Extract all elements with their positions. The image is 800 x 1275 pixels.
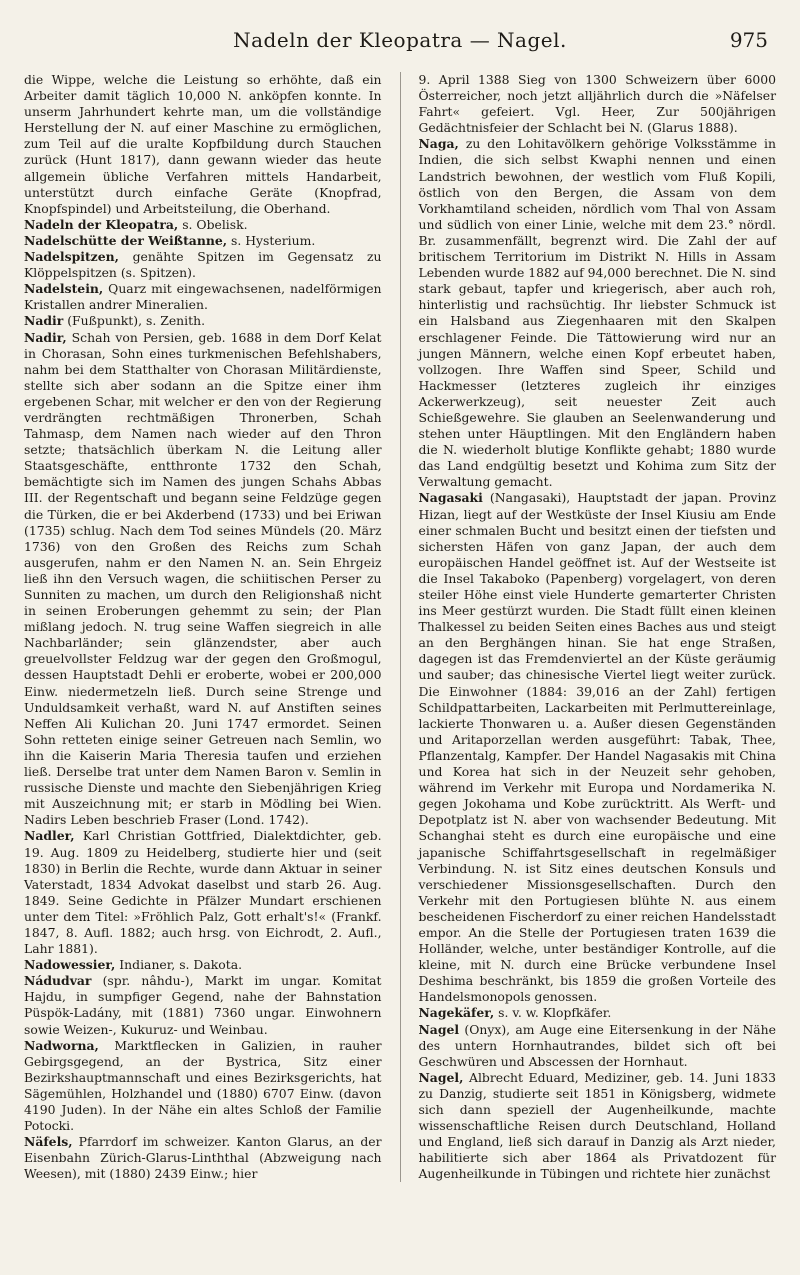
dictionary-entry [418, 72, 776, 136]
entry-headword: Nadir [24, 313, 64, 329]
dictionary-entry [24, 828, 382, 957]
dictionary-entry [24, 281, 382, 313]
entry-headword: Nadelschütte der Weißtanne, [24, 232, 228, 248]
entry-text: s. v. w. Klopfkäfer. [498, 1005, 612, 1021]
dictionary-entry [418, 136, 776, 490]
entry-text: Quarz mit eingewachsenen, nadelförmigen Kristallen andrer Mineralien. [24, 281, 382, 313]
entry-headword: Nagasaki [418, 490, 483, 506]
entry-text: Indianer, s. Dakota. [119, 957, 243, 973]
dictionary-entry [24, 217, 382, 233]
dictionary-entry [24, 249, 382, 281]
entry-text: 9. April 1388 Sieg von 1300 Schweizern über 6000 Österreicher, noch jetzt alljährlich durch die »Näfelser Fahrt« gefeiert. Vgl. Heer, Zur 500jährigen Gedächtnisfeier der Schlacht bei N. (Glarus 1888). [418, 72, 776, 136]
entry-headword: Nadeln der Kleopatra, [24, 216, 179, 232]
dictionary-entry [24, 1038, 382, 1135]
entry-text: Karl Christian Gottfried, Dialektdichter, geb. 19. Aug. 1809 zu Heidelberg, studierte hier und (seit 1830) in Berlin die Rechte, wurde dann Aktuar in seiner Vaterstadt, 1834 Advokat daselbst und starb 26. Aug. 1849. Seine Gedichte in Pfälzer Mundart erschienen unter dem Titel: »Fröhlich Palz, Gott erhalt's!« (Frankf. 1847, 8. Aufl. 1882; auch hrsg. von Eichrodt, 2. Aufl., Lahr 1881). [24, 828, 382, 957]
page-header [24, 28, 776, 62]
running-title: Nadeln der Kleopatra — Nagel. [233, 28, 567, 52]
dictionary-entry [24, 973, 382, 1037]
entry-text: zu den Lohitavölkern gehörige Volksstämme in Indien, die sich selbst Kwaphi nennen und einen Landstrich bewohnen, der westlich vom Fluß Kopili, östlich von den Bergen, die Assam von dem Vorkhamtiland scheiden, nördlich vom Thal von Assam und südlich von einer Linie, welche mit dem 23.° nördl. Br. zusammenfällt, begrenzt wird. Die Zahl der auf britischem Territorium im Distrikt N. Hills in Assam Lebenden wurde 1882 auf 94,000 berechnet. Die N. sind stark gebaut, tapfer und kriegerisch, aber auch roh, hinterlistig und rachsüchtig. Ihr liebster Schmuck ist ein Halsband aus Ziegenhaaren mit den Skalpen erschlagener Feinde. Die Tättowierung wird nur an jungen Männern, welche einen Kopf erbeutet haben, vollzogen. Ihre Waffen sind Speer, Schild und Hackmesser (letzteres zugleich ihr einziges Ackerwerkzeug), seit neuester Zeit auch Schießgewehre. Sie glauben an Seelenwanderung und stehen unter Häuptlingen. Mit den Engländern haben die N. wiederholt blutige Konflikte gehabt; 1880 wurde das Land endgültig besetzt und Kohima zum Sitz der Verwaltung gemacht. [418, 136, 776, 490]
entry-headword: Nagel, [418, 1069, 464, 1085]
entry-text: (Fußpunkt), s. Zenith. [67, 313, 206, 329]
left-column [24, 72, 382, 1182]
dictionary-entry [24, 233, 382, 249]
entry-headword: Nadir, [24, 329, 67, 345]
column-divider [400, 72, 401, 1182]
entry-headword: Nadelstein, [24, 281, 104, 297]
entry-headword: Näfels, [24, 1134, 73, 1150]
entry-text: (Nangasaki), Hauptstadt der japan. Provinz Hizan, liegt auf der Westküste der Insel Kiusiu am Ende einer schmalen Bucht und besitzt einen der tiefsten und sichersten Häfen von ganz Japan, der auch dem europäischen Handel geöffnet ist. Auf der Westseite ist die Insel Takaboko (Papenberg) vorgelagert, von deren steiler Höhe einst viele Hunderte gemarterter Christen ins Meer gestürzt wurden. Die Stadt füllt einen kleinen Thalkessel zu beiden Seiten eines Baches aus und steigt an den Berghängen hinan. Sie hat enge Straßen, dagegen ist das Fremdenviertel an der Küste geräumig und sauber; das chinesische Viertel liegt weiter zurück. Die Einwohner (1884: 39,016 an der Zahl) fertigen Schildpattarbeiten, Lackarbeiten mit Perlmuttereinlage, lackierte Thonwaren u. a. Außer diesen Gegenständen und Aritaporzellan werden ausgeführt: Tabak, Thee, Pflanzentalg, Kampfer. Der Handel Nagasakis mit China und Korea hat sich in der Neuzeit sehr gehoben, während im Verkehr mit Europa und Nordamerika N. gegen Jokohama und Kobe zurücktritt. Als Werft- und Depotplatz ist N. aber von wachsender Bedeutung. Mit Schanghai steht es durch eine europäische und eine japanische Schiffahrtsgesellschaft in regelmäßiger Verbindung. N. ist Sitz eines deutschen Konsuls und verschiedener Missionsgesellschaften. Durch den Verkehr mit den Portugiesen blühte N. aus einem bescheidenen Fischerdorf zu einer reichen Handelsstadt empor. An die Stelle der Portugiesen traten 1639 die Holländer, welche, unter beständiger Kontrolle, auf die kleine, mit N. durch eine Brücke verbundene Insel Deshima beschränkt, bis 1859 die großen Vorteile des Handelsmonopols genossen. [418, 490, 776, 1005]
entry-headword: Nagel [418, 1021, 460, 1037]
dictionary-entry [24, 330, 382, 829]
dictionary-entry [24, 1134, 382, 1182]
entry-text: s. Obelisk. [182, 216, 248, 232]
dictionary-entry [418, 1022, 776, 1070]
entry-headword: Nagekäfer, [418, 1005, 495, 1021]
text-columns [24, 72, 776, 1182]
entry-text: (Onyx), am Auge eine Eitersenkung in der Nähe des untern Hornhautrandes, bildet sich oft bei Geschwüren und Abscessen der Hornhaut. [418, 1021, 776, 1069]
page-number: 975 [729, 28, 768, 52]
entry-headword: Nádudvar [24, 973, 92, 989]
entry-text: Albrecht Eduard, Mediziner, geb. 14. Juni 1833 zu Danzig, studierte seit 1851 in Königsberg, widmete sich dann speziell der Augenheilkunde, machte wissenschaftliche Reisen durch Deutschland, Holland und England, ließ sich darauf in Danzig als Arzt nieder, habilitierte sich aber 1864 als Privatdozent für Augenheilkunde in Tübingen und richtete hier zunächst [418, 1069, 776, 1182]
entry-headword: Nadworna, [24, 1037, 99, 1053]
entry-headword: Nadelspitzen, [24, 249, 119, 265]
entry-text: (spr. nâhdu-), Markt im ungar. Komitat Hajdu, in sumpfiger Gegend, nahe der Bahnstation Püspök-Ladány, mit (1881) 7360 ungar. Einwohnern sowie Weizen-, Kukuruz- und Weinbau. [24, 973, 382, 1037]
dictionary-entry [418, 1070, 776, 1183]
dictionary-entry [24, 72, 382, 217]
entry-text: Marktflecken in Galizien, in rauher Gebirgsgegend, an der Bystrica, Sitz einer Bezirkshauptmannschaft und eines Bezirksgerichts, hat Sägemühlen, Holzhandel und (1880) 6707 Einw. (davon 4190 Juden). In der Nähe ein altes Schloß der Familie Potocki. [24, 1037, 382, 1134]
entry-headword: Nadowessier, [24, 957, 116, 973]
dictionary-entry [418, 490, 776, 1005]
entry-text: Pfarrdorf im schweizer. Kanton Glarus, an der Eisenbahn Zürich-Glarus-Linththal (Abzweigung nach Weesen), mit (1880) 2439 Einw.; hier [24, 1134, 382, 1182]
right-column [418, 72, 776, 1182]
dictionary-entry [418, 1005, 776, 1021]
entry-headword: Naga, [418, 136, 459, 152]
entry-headword: Nadler, [24, 828, 75, 844]
entry-text: genähte Spitzen im Gegensatz zu Klöppelspitzen (s. Spitzen). [24, 249, 382, 281]
entry-text: die Wippe, welche die Leistung so erhöhte, daß ein Arbeiter damit täglich 10,000 N. anköpfen konnte. In unserm Jahrhundert kehrte man, um die vollständige Herstellung der N. auf einer Maschine zu ermöglichen, zum Teil auf die uralte Kopfbildung durch Stauchen zurück (Hunt 1817), dann gewann wieder das heute allgemein übliche Verfahren mittels Handarbeit, unterstützt durch einfache Geräte (Knopfrad, Knopfspindel) und Arbeitsteilung, die Oberhand. [24, 72, 382, 216]
dictionary-entry [24, 957, 382, 973]
entry-text: s. Hysterium. [231, 232, 316, 248]
dictionary-entry [24, 313, 382, 329]
entry-text: Schah von Persien, geb. 1688 in dem Dorf Kelat in Chorasan, Sohn eines turkmenischen Befehlshabers, nahm bei dem Statthalter von Chorasan Militärdienste, stellte sich aber sodann an die Spitze einer ihm ergebenen Schar, mit welcher er den von der Regierung verdrängten rechtmäßigen Thronerben, Schah Tahmasp, dem Namen nach wieder auf den Thron setzte; thatsächlich überkam N. die Leitung aller Staatsgeschäfte, entthronte 1732 den Schah, bemächtigte sich im Namen des jungen Schahs Abbas III. der Regentschaft und begann seine Feldzüge gegen die Türken, die er bei Akderbend (1733) und bei Eriwan (1735) schlug. Nach dem Tod seines Mündels (20. März 1736) von den Großen des Reichs zum Schah ausgerufen, nahm er den Namen N. an. Sein Ehrgeiz ließ ihn den Versuch wagen, die schiitischen Perser zu Sunniten zu machen, um durch den Religionshaß nicht in seinen Eroberungen gehemmt zu sein; der Plan mißlang jedoch. N. trug seine Waffen siegreich in alle Nachbarländer; sein glänzendster, aber auch greuelvollster Feldzug war der gegen den Großmogul, dessen Hauptstadt Dehli er eroberte, wobei er 200,000 Einw. niedermetzeln ließ. Durch seine Strenge und Unduldsamkeit verhaßt, ward N. auf Anstiften seines Neffen Ali Kulichan 20. Juni 1747 ermordet. Seinen Sohn retteten einige seiner Getreuen nach Semlin, wo ihn die Kaiserin Maria Theresia taufen und erziehen ließ. Derselbe trat unter dem Namen Baron v. Semlin in russische Dienste und machte den Siebenjährigen Krieg mit Auszeichnung mit; er starb in Mödling bei Wien. Nadirs Leben beschrieb Fraser (Lond. 1742). [24, 329, 382, 828]
